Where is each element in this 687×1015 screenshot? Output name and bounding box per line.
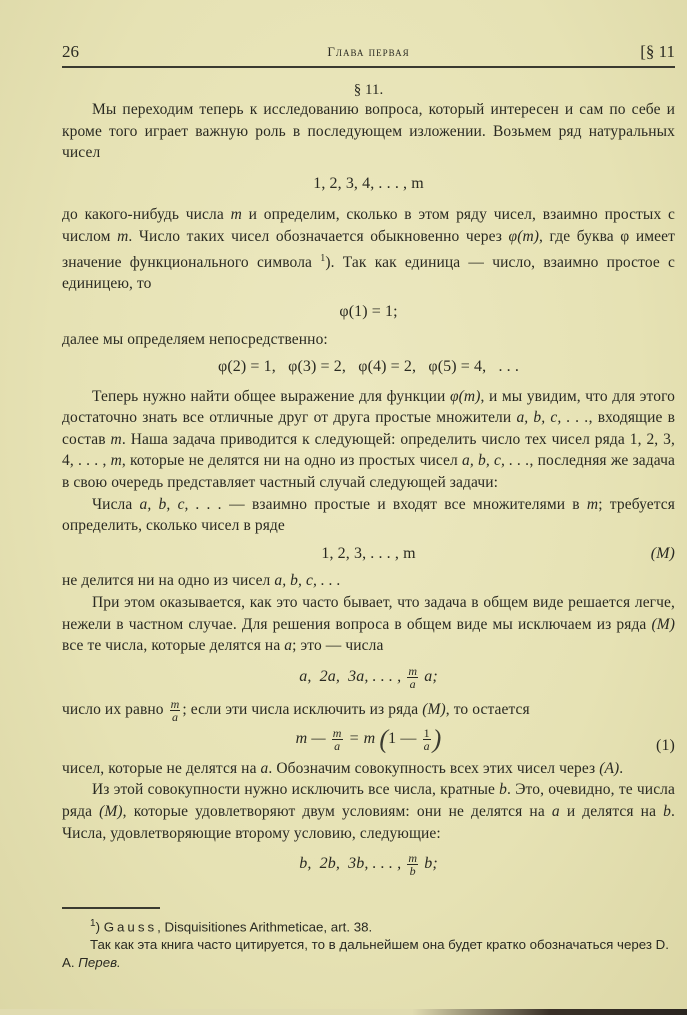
formula-text: 1, 2, 3, 4, . . . , m [313,174,424,192]
fraction: $\frac{m}{a}$ [408,663,418,691]
running-head [62,42,675,64]
formula-series-M [62,543,675,565]
paragraph-6: не делится ни на одно из чисел a, b, c, . . . [62,572,341,590]
section-reference: [§ 11 [640,42,675,61]
formula-1: m — $\frac{m}{a}$ = m (1 — $\frac{1}{a}$ ) (1) [62,727,675,752]
page-bottom-edge [0,1009,687,1015]
paragraph-5: Числа a, b, c, . . . — взаимно простые и входят все множителями в m; требуется определить, сколько чисел в ряде [62,495,675,535]
formula-multiples-a: a, 2a, 3a, . . . , $\frac{m}{a}$ a; [299,663,438,691]
paragraph-9: чисел, которые не делятся на a. Обозначим совокупность всех этих чисел через (A). [62,759,624,777]
paragraph-4: Теперь нужно найти общее выражение для функции φ(m), и мы увидим, что для этого достаточно знать все отличные друг от друга простые множители a, b, c, . . ., входящие в состав m. Наша задача приводится к следующей: определить число тех чисел ряда 1, 2, 3, 4, . . . , m, которые не делятся ни на одно из простых чисел a, b, c, . . ., последняя же задача в свою очередь представляет частный случай следующей задачи: [62,387,676,492]
paragraph-3: далее мы определяем непосредственно: [62,330,328,348]
fraction: $\frac{m}{a}$ [332,725,342,753]
footnotes [62,915,675,972]
footnote-ref[interactable]: 1 [320,252,326,264]
formula-text: φ(2) = 1, φ(3) = 2, φ(4) = 2, φ(5) = 4, . . . [218,358,519,376]
main-text [62,99,675,877]
footnote-rule [62,907,160,909]
paragraph-7: При этом оказывается, как это часто бывает, что задача в общем виде решается легче, нежели в частном случае. Для решения вопроса в общем виде мы исключаем из ряда (M) все те числа, которые делятся на a; это — числа [62,594,675,655]
chapter-title: Глава первая [327,44,410,59]
paragraph-10: Из этой совокупности нужно исключить все числа, кратные b. Это, очевидно, те числа ряда (M), которые удовлетворяют двум условиям: они не делятся на a и делятся на b. Числа, удовлетворяющие второму условию, следующие: [62,781,675,842]
fraction: $\frac{1}{a}$ [423,725,430,753]
paragraph-2: до какого-нибудь числа m и определим, сколько в этом ряду чисел, взаимно простых с числом m. Число таких чисел обозначается обыкновенно через φ(m), где буква φ имеет значение функционального символа $^1$). Так как единица — число, взаимно простое с единицею, то [62,206,676,293]
page-number: 26 [62,42,79,61]
formula-phi-1 [62,301,675,323]
paragraph-8: число их равно $\frac{m}{a}$ ; если эти числа исключить из ряда (M), то остается [62,696,530,724]
section-title: § 11. [353,82,384,98]
footnote-marker: 1 [90,918,96,929]
formula-text: 1, 2, 3, . . . , m [321,544,416,562]
formula-natural-series [62,173,675,195]
fraction: $\frac{m}{b}$ [408,851,418,879]
formula-multiples-b: b, 2b, 3b, . . . , $\frac{m}{b}$ b; [299,851,438,879]
equation-tag: (1) [656,736,675,754]
footnote-1: $^1$) Gauss, Disquisitiones Arithmeticae, art. 38. [90,918,373,935]
fraction: $\frac{m}{a}$ [170,696,180,724]
equation-tag: (M) [650,544,675,562]
footnote-translator-note: Так как эта книга часто цитируется, то в дальнейшем она будет кратко обозначаться через D. A. Перев. [62,937,669,971]
formula-phi-values [62,356,675,378]
footnote-author: Gauss [103,919,158,935]
formula-text: φ(1) = 1; [339,302,398,320]
header-rule [62,66,675,68]
paragraph-1: Мы переходим теперь к исследованию вопроса, который интересен и сам по себе и кроме того играет важную роль в последующем изложении. Возьмем ряд натуральных чисел [62,101,675,162]
